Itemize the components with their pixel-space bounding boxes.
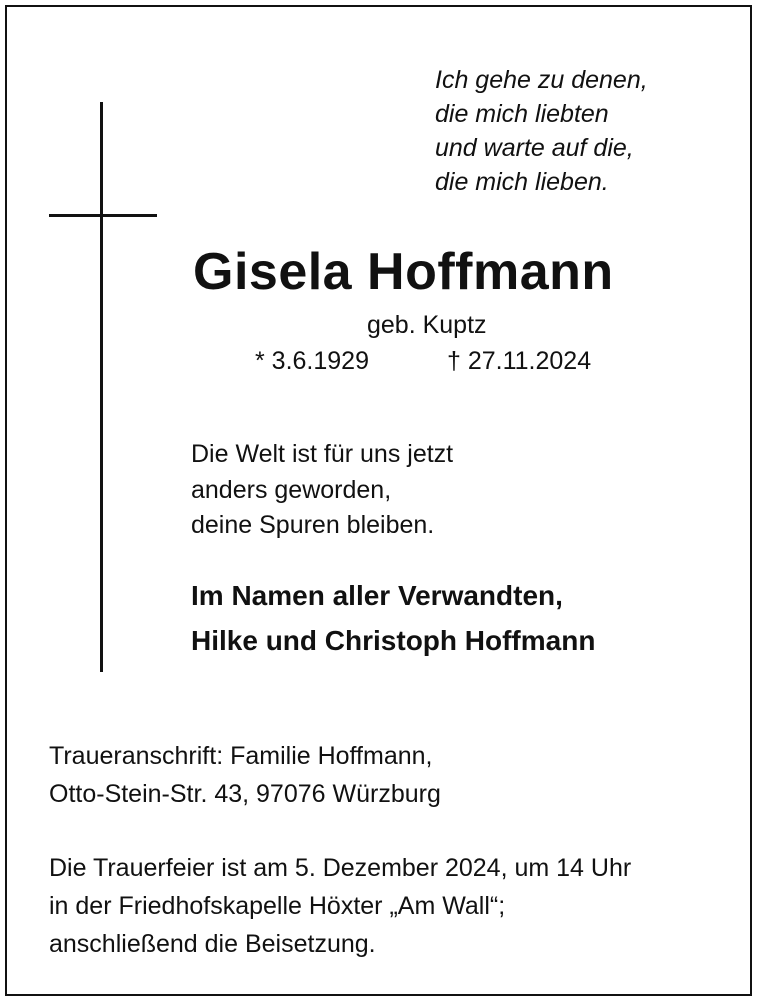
- obituary-frame: [5, 5, 752, 996]
- funeral-line: Die Trauerfeier ist am 5. Dezember 2024, um 14 Uhr: [49, 854, 632, 882]
- signature-line: Hilke und Christoph Hoffmann: [191, 625, 596, 656]
- address-line: Traueranschrift: Familie Hoffmann,: [49, 742, 433, 770]
- poem-line: anders geworden,: [191, 475, 392, 504]
- quote-line: die mich liebten: [435, 100, 609, 128]
- address-line: Otto-Stein-Str. 43, 97076 Würzburg: [49, 780, 441, 808]
- death-date: † 27.11.2024: [447, 347, 592, 375]
- funeral-notice: [49, 849, 631, 963]
- quote-block: [435, 63, 648, 199]
- poem-line: Die Welt ist für uns jetzt: [191, 440, 454, 468]
- deceased-name: Gisela Hoffmann: [193, 243, 614, 301]
- cross-vertical-bar: [100, 102, 103, 672]
- signature-line: Im Namen aller Verwandten,: [191, 580, 563, 611]
- cross-horizontal-bar: [49, 214, 157, 217]
- poem-line: deine Spuren bleiben.: [191, 511, 435, 539]
- signature-block: [191, 573, 595, 663]
- quote-line: Ich gehe zu denen,: [435, 66, 648, 94]
- funeral-line: anschließend die Beisetzung.: [49, 930, 376, 958]
- birth-name: geb. Kuptz: [367, 311, 487, 339]
- quote-line: die mich lieben.: [435, 168, 609, 196]
- mourning-address: [49, 737, 441, 813]
- funeral-line: in der Friedhofskapelle Höxter „Am Wall“;: [49, 892, 506, 920]
- quote-line: und warte auf die,: [435, 134, 634, 162]
- birth-date: * 3.6.1929: [255, 347, 369, 375]
- poem-block: [191, 437, 453, 544]
